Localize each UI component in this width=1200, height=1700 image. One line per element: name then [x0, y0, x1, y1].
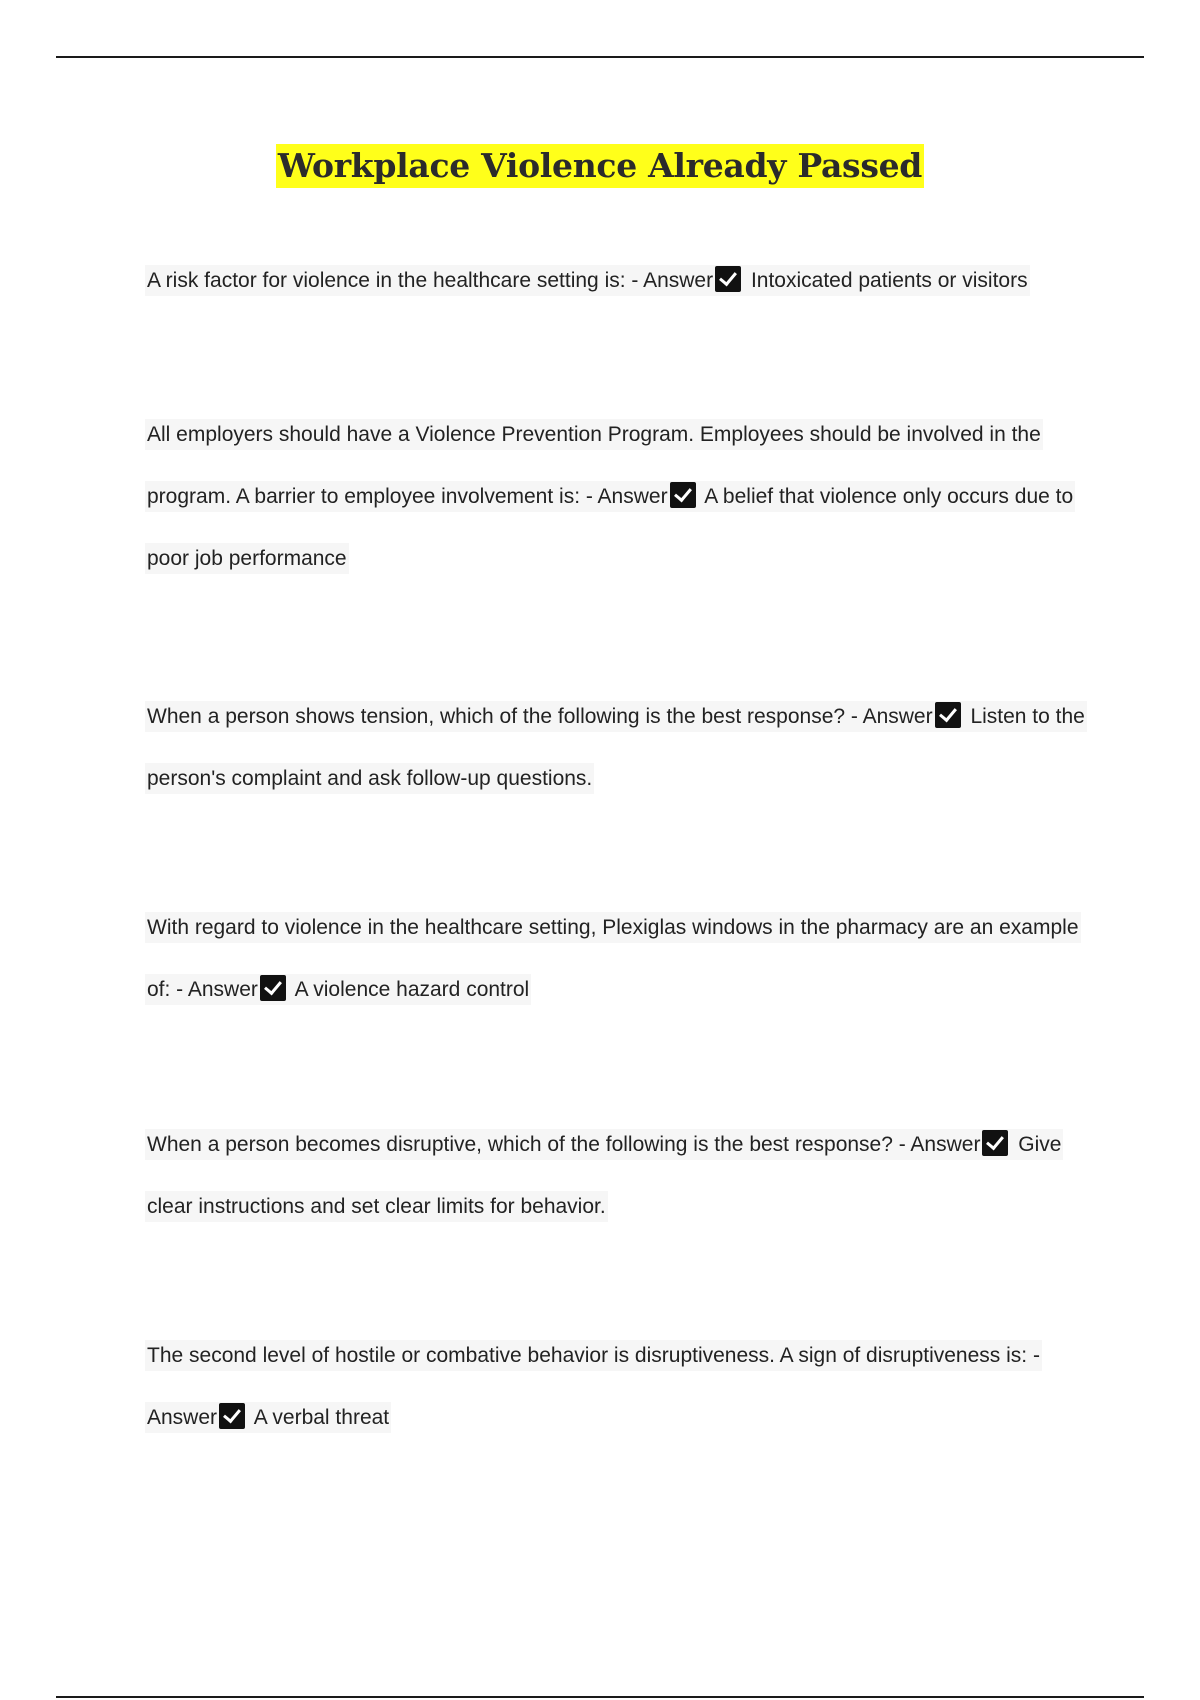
qa-text	[145, 1340, 1042, 1433]
check-box-icon	[670, 482, 696, 508]
title-container	[0, 144, 1200, 188]
bottom-rule	[56, 1696, 1144, 1698]
question-text: All employers should have a Violence Prevention Program. Employees should be involved in the program. A barrier to employee involvement is: - Answer	[147, 423, 1041, 508]
answer-text: A violence hazard control	[294, 978, 530, 1001]
page-title: Workplace Violence Already Passed	[276, 144, 924, 188]
question-text: A risk factor for violence in the healthcare setting is: - Answer	[147, 269, 714, 292]
qa-text	[145, 1129, 1063, 1222]
check-box-icon	[935, 702, 961, 728]
qa-item	[145, 686, 1085, 810]
qa-item	[145, 1325, 1085, 1449]
top-rule	[56, 56, 1144, 58]
check-box-icon	[715, 266, 741, 292]
qa-text	[145, 912, 1081, 1005]
question-text: When a person becomes disruptive, which of the following is the best response? - Answer	[147, 1133, 981, 1156]
answer-text: Give clear instructions and set clear limits for behavior.	[147, 1133, 1062, 1218]
answer-text: A belief that violence only occurs due to poor job performance	[147, 485, 1074, 570]
check-box-icon	[219, 1403, 245, 1429]
answer-text: Intoxicated patients or visitors	[750, 269, 1028, 292]
answer-text: Listen to the person's complaint and ask follow-up questions.	[147, 705, 1085, 790]
question-text: When a person shows tension, which of the following is the best response? - Answer	[147, 705, 933, 728]
question-text: The second level of hostile or combative behavior is disruptiveness. A sign of disruptiveness is: - Answer	[147, 1344, 1040, 1429]
qa-item	[145, 897, 1085, 1021]
qa-text	[145, 701, 1087, 794]
qa-item	[145, 1114, 1085, 1238]
check-box-icon	[260, 975, 286, 1001]
question-text: With regard to violence in the healthcare setting, Plexiglas windows in the pharmacy are an example of: - Answer	[147, 916, 1079, 1001]
answer-text: A verbal threat	[253, 1406, 390, 1429]
check-box-icon	[982, 1130, 1008, 1156]
qa-item	[145, 404, 1085, 590]
qa-text	[145, 265, 1030, 296]
qa-item	[145, 250, 1085, 312]
qa-text	[145, 419, 1075, 574]
